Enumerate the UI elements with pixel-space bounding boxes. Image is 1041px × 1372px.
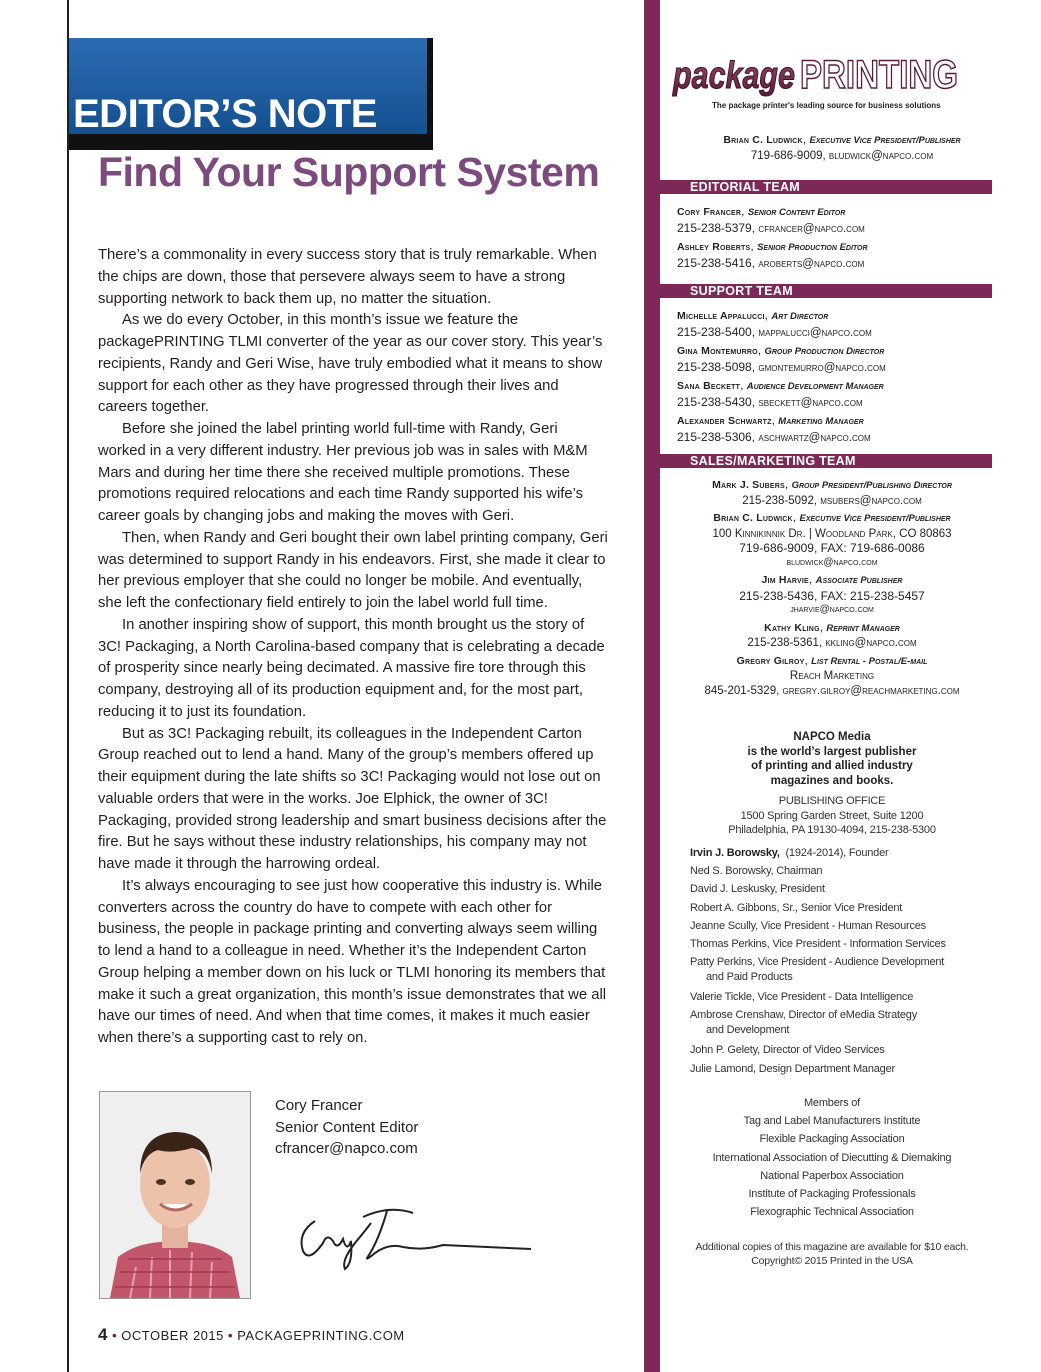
author-name: Cory Francer (275, 1097, 363, 1114)
member-association: National Paperbox Association (760, 1169, 904, 1182)
article-body (98, 245, 608, 1050)
staff-phone: 215-238-5098, (677, 359, 756, 374)
association-members (650, 1094, 1014, 1221)
staff-role: Senior Production Editor (757, 242, 868, 253)
copies-note-block (650, 1240, 1014, 1268)
author-photo (99, 1091, 251, 1299)
copyright-notice: Copyright© 2015 Printed in the USA (751, 1255, 913, 1267)
article-paragraph: Then, when Randy and Geri bought their own label printing company, Geri was determined to support Randy in his endeavors. First, she made it clear to her previous employer that she could no longer be mobile. And eventually, she left the confectionary field entirely to join the label world full time. (98, 529, 608, 611)
staff-name: Mark J. Subers (712, 479, 785, 491)
article-paragraph: Before she joined the label printing world full-time with Randy, Geri worked in a very different industry. Her previous job was in sales with M&M Mars and during her time there she received multiple promotions. These promotions required relocations and each time Randy supported his wife’s career goals by changing jobs and making the moves with Geri. (98, 421, 588, 524)
package-printing-logo (672, 48, 962, 103)
staff-entry: Ashley Roberts, Senior Production Editor 215-238-5416, aroberts@napco.com (677, 239, 868, 270)
editorial-team-list (660, 204, 1041, 271)
officer-entry: Robert A. Gibbons, Sr., Senior Vice President (690, 901, 903, 914)
staff-email[interactable]: jharvie@napco.com (790, 604, 874, 615)
staff-phone: 719-686-9009, FAX: 719-686-0086 (739, 541, 925, 555)
officer-entry: Ned S. Borowsky, Chairman (690, 865, 823, 878)
publishing-office (650, 794, 1014, 838)
member-association: International Association of Diecutting & Diemaking (712, 1151, 952, 1164)
staff-role: Reprint Manager (826, 622, 900, 634)
author-signature-block (275, 1095, 418, 1160)
staff-name: Gina Montemurro (677, 345, 758, 357)
members-heading: Members of (803, 1097, 861, 1109)
staff-name: Gregry Gilroy (736, 654, 805, 667)
staff-role: Associate Publisher (815, 575, 903, 586)
publisher-name: Brian C. Ludwick (723, 134, 803, 146)
officers-list (690, 844, 1010, 1078)
staff-email[interactable]: gmontemurro@napco.com (758, 361, 886, 374)
handwritten-signature (293, 1203, 533, 1273)
staff-name: Jim Harvie (761, 574, 809, 586)
staff-role: Group Production Director (764, 346, 885, 357)
author-portrait-illustration (100, 1092, 250, 1298)
staff-email[interactable]: mappalucci@napco.com (758, 326, 872, 339)
officer-entry: John P. Gelety, Director of Video Services (690, 1044, 885, 1057)
staff-company: Reach Marketing (789, 670, 875, 682)
staff-role: Art Director (771, 311, 829, 322)
staff-entry: Sana Beckett, Audience Development Manager 215-238-5430, sbeckett@napco.com (677, 378, 884, 409)
staff-entry: Cory Francer, Senior Content Editor 215-238-5379, cfrancer@napco.com (677, 204, 865, 235)
logo-tagline: The package printer's leading source for business solutions (712, 101, 941, 110)
officer-text-cont: and Development (706, 1023, 790, 1036)
staff-phone: 215-238-5306, (677, 429, 756, 444)
staff-contact: 215-238-5361, kkling@napco.com (747, 637, 917, 649)
logo-wordmark-package: package (672, 55, 795, 97)
staff-name: Michelle Appalucci (677, 310, 765, 322)
staff-role: Marketing Manager (778, 416, 864, 427)
staff-name: Brian C. Ludwick (713, 512, 793, 524)
staff-phone: 215-238-5379, (677, 220, 756, 235)
staff-name: Ashley Roberts (677, 241, 751, 253)
staff-name: Kathy Kling (764, 621, 820, 634)
staff-address: 100 Kinnikinnik Dr. | Woodland Park, CO 80863 (712, 527, 952, 540)
member-association: Tag and Label Manufacturers Institute (743, 1115, 921, 1128)
staff-name: Cory Francer (677, 206, 742, 218)
office-address: 1500 Spring Garden Street, Suite 1200 (740, 809, 924, 822)
office-label: PUBLISHING OFFICE (778, 795, 886, 807)
office-address: Philadelphia, PA 19130-4094, 215-238-5300 (728, 824, 936, 836)
article-paragraph: But as 3C! Packaging rebuilt, its colleagues in the Independent Carton Group reached out to lend a hand. Many of the group’s members offered up their equipment during the late shifts so 3C! Packaging would not lose out on valuable orders that were in the works. Joe Elphick, the owner of 3C! Packaging, provided strong leadership and smart business decisions after the fire. But he says without these industry relationships, his company may not have made it through the harrowing ordeal. (98, 725, 607, 872)
staff-role: Executive Vice President/Publisher (799, 513, 951, 524)
article-paragraph: As we do every October, in this month’s issue we feature the packagePRINTING TLMI converter of the year as our cover story. This year’s recipients, Randy and Geri Wise, have truly embodied what it means to show support for each other as they have progressed through their lives and careers together. (98, 312, 603, 416)
staff-entry: Michelle Appalucci, Art Director 215-238-5400, mappalucci@napco.com (677, 308, 872, 339)
officer-text: Patty Perkins, Vice President - Audience Development (690, 956, 945, 969)
officer-entry: Thomas Perkins, Vice President - Information Services (690, 938, 946, 951)
staff-phone: 215-238-5430, (677, 394, 756, 409)
officer-entry (690, 955, 1010, 984)
staff-entry: Mark J. Subers, Group President/Publishing Director 215-238-5092, msubers@napco.com (650, 477, 1014, 508)
article-paragraph: In another inspiring show of support, this month brought us the story of 3C! Packaging, a North Carolina-based company that is celebrating a decade of prosperity since nearly being decimated. A massive fire tore through this company, destroying all of its production equipment and, for the most part, reducing it to just its foundation. (98, 616, 605, 720)
officer-role: (1924-2014), Founder (785, 847, 889, 859)
member-association: Flexographic Technical Association (750, 1206, 914, 1219)
left-margin-rule (67, 0, 69, 1372)
staff-phone: 215-238-5400, (677, 324, 756, 339)
staff-email[interactable]: aroberts@napco.com (758, 257, 865, 270)
staff-role: List Rental - Postal/E-mail (811, 655, 928, 667)
napco-line: magazines and books. (770, 774, 894, 787)
staff-entry: Gina Montemurro, Group Production Director 215-238-5098, gmontemurro@napco.com (677, 343, 886, 374)
editors-note-banner (69, 38, 433, 150)
publisher-entry: Brian C. Ludwick, Executive Vice President/Publisher 719-686-9009, bludwick@napco.com (660, 132, 1024, 163)
publisher-role: Executive Vice President/Publisher (809, 135, 961, 146)
officer-entry (690, 844, 1010, 862)
officer-entry: Jeanne Scully, Vice President - Human Resources (690, 919, 926, 932)
sales-team-heading: SALES/MARKETING TEAM (660, 454, 992, 468)
staff-email[interactable]: cfrancer@napco.com (758, 222, 865, 235)
staff-entry: Brian C. Ludwick, Executive Vice President/Publisher 100 Kinnikinnik Dr. | Woodland Park, CO 80863 719-686-9009, FAX: 719-686-0086 bludwick@napco.com (650, 510, 1014, 570)
article-paragraph: There’s a commonality in every success story that is truly remarkable. When the chips are down, those that persevere always seem to have a strong supporting network to back them up, no matter the situation. (98, 247, 597, 307)
officer-name: Irvin J. Borowsky, (690, 847, 780, 859)
support-team-list (660, 308, 1041, 445)
officer-entry: Valerie Tickle, Vice President - Data Intelligence (690, 991, 914, 1004)
officer-text: Ambrose Crenshaw, Director of eMedia Strategy (690, 1009, 917, 1022)
staff-entry: Jim Harvie, Associate Publisher 215-238-5436, FAX: 215-238-5457 jharvie@napco.com (650, 572, 1014, 618)
author-email[interactable]: cfrancer@napco.com (275, 1140, 418, 1157)
staff-phone: 215-238-5436, FAX: 215-238-5457 (739, 588, 925, 603)
officer-entry: David J. Leskusky, President (690, 883, 825, 896)
staff-email[interactable]: aschwartz@napco.com (758, 431, 871, 444)
article-headline: Find Your Support System (98, 149, 600, 195)
sales-team-list (650, 477, 1014, 698)
article-paragraph: It’s always encouraging to see just how cooperative this industry is. While converters across the country do have to compete with each other for business, the people in package printing and converting always seem willing to lend a hand to a colleague in need. Whether it’s the Independent Carton Group helping a member down on his luck or TLMI honoring its members that make it such a great organization, this month’s issue demonstrates that we all have our times of need. And when that time comes, it makes it much easier when there’s a supporting cast to rely on. (98, 877, 607, 1046)
staff-entry: Kathy Kling, Reprint Manager 215-238-5361, kkling@napco.com (650, 620, 1014, 651)
member-association: Institute of Packaging Professionals (748, 1188, 916, 1201)
page-number: 4 (98, 1325, 108, 1344)
footer-bullet: • (112, 1328, 118, 1343)
editorial-team-heading: EDITORIAL TEAM (660, 180, 992, 194)
staff-entry: Alexander Schwartz, Marketing Manager 215-238-5306, aschwartz@napco.com (677, 413, 871, 444)
napco-line: NAPCO Media (793, 731, 871, 743)
issue-date: OCTOBER 2015 (121, 1328, 224, 1343)
staff-email[interactable]: sbeckett@napco.com (758, 396, 863, 409)
author-title: Senior Content Editor (275, 1118, 419, 1136)
staff-name: Sana Beckett (677, 380, 741, 392)
staff-phone: 215-238-5416, (677, 255, 756, 270)
staff-contact: 845-201-5329, gregry.gilroy@reachmarketing.com (704, 684, 960, 697)
staff-role: Group President/Publishing Director (791, 480, 952, 491)
napco-line: is the world’s largest publisher (747, 745, 917, 758)
staff-name: Alexander Schwartz (677, 415, 772, 427)
staff-entry: Gregry Gilroy, List Rental - Postal/E-mail Reach Marketing 845-201-5329, gregry.gilroy@reachmarketing.com (650, 653, 1014, 699)
footer-bullet: • (228, 1328, 234, 1343)
copies-note: Additional copies of this magazine are available for $10 each. (695, 1241, 969, 1253)
page-footer (98, 1325, 405, 1345)
staff-contact: 215-238-5092, msubers@napco.com (742, 494, 922, 507)
member-association: Flexible Packaging Association (759, 1133, 905, 1146)
publisher-contact: 719-686-9009, bludwick@napco.com (750, 149, 934, 162)
officer-text-cont: and Paid Products (706, 970, 793, 983)
officer-entry: Julie Lamond, Design Department Manager (690, 1062, 895, 1075)
officer-entry (690, 1008, 1010, 1037)
support-team-heading: SUPPORT TEAM (660, 284, 992, 298)
napco-line: of printing and allied industry (751, 760, 913, 772)
staff-email[interactable]: bludwick@napco.com (786, 556, 878, 568)
footer-site[interactable]: PACKAGEPRINTING.COM (237, 1328, 405, 1343)
logo-wordmark-printing: PRINTING (800, 53, 958, 97)
banner-title: EDITOR’S NOTE (73, 92, 377, 136)
staff-role: Audience Development Manager (746, 381, 884, 392)
staff-role: Senior Content Editor (747, 207, 846, 218)
napco-statement (650, 730, 1014, 788)
